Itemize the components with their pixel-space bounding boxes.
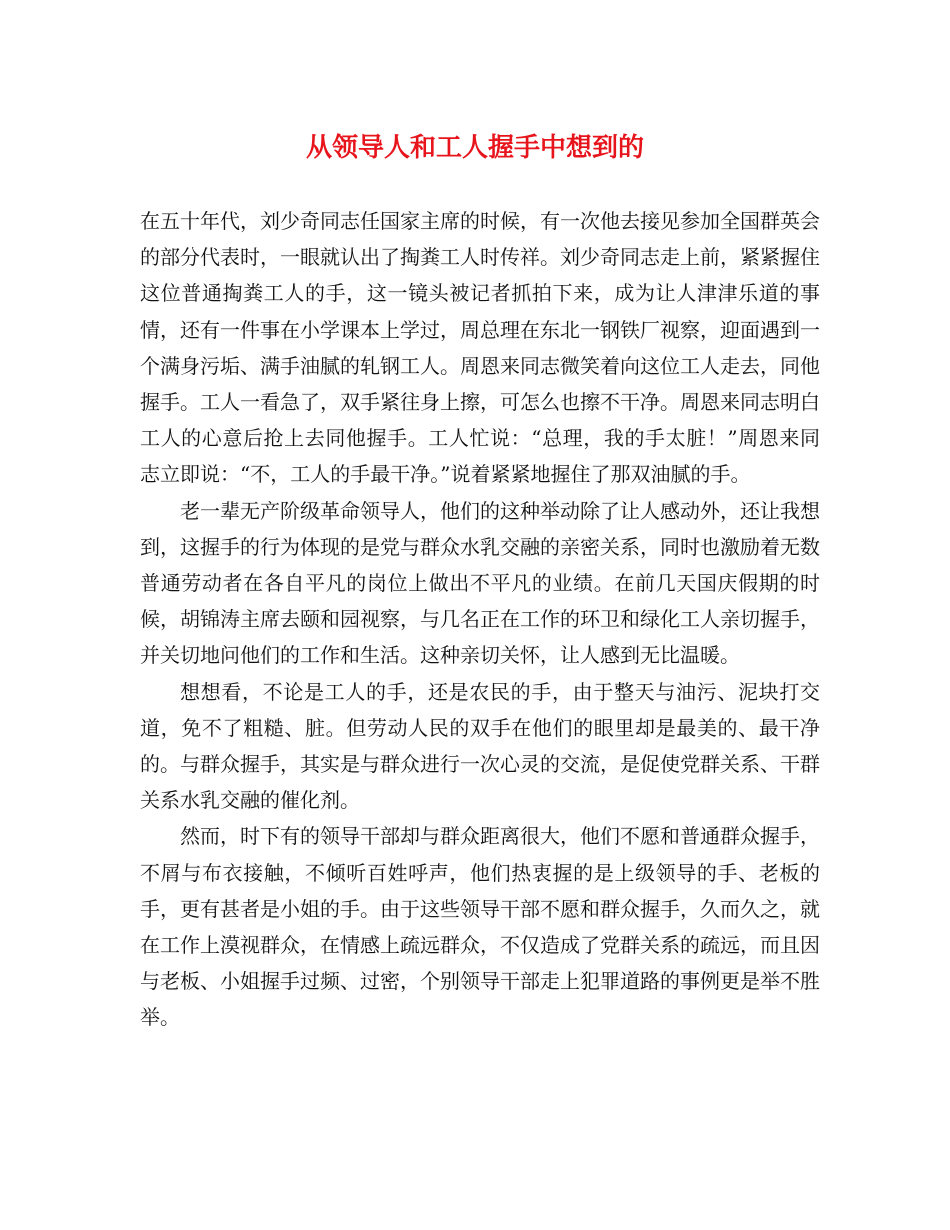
document-body: [140, 203, 820, 1036]
paragraph-3: 想想看，不论是工人的手，还是农民的手，由于整天与油污、泥块打交道，免不了粗糙、脏。但劳动人民的双手在他们的眼里却是最美的、最干净的。与群众握手，其实是与群众进行一次心灵的交流，是促使党群关系、干群关系水乳交融的催化剂。: [140, 679, 820, 813]
paragraph-4: 然而，时下有的领导干部却与群众距离很大，他们不愿和普通群众握手，不屑与布衣接触，不倾听百姓呼声，他们热衷握的是上级领导的手、老板的手，更有甚者是小姐的手。由于这些领导干部不愿和群众握手，久而久之，就在工作上漠视群众，在情感上疏远群众，不仅造成了党群关系的疏远，而且因与老板、小姐握手过频、过密，个别领导干部走上犯罪道路的事例更是举不胜举。: [140, 824, 820, 1030]
document-title: 从领导人和工人握手中想到的: [305, 133, 644, 163]
paragraph-2: 老一辈无产阶级革命领导人，他们的这种举动除了让人感动外，还让我想到，这握手的行为体现的是党与群众水乳交融的亲密关系，同时也激励着无数普通劳动者在各自平凡的岗位上做出不平凡的业绩。在前几天国庆假期的时候，胡锦涛主席去颐和园视察，与几名正在工作的环卫和绿化工人亲切握手，并关切地问他们的工作和生活。这种亲切关怀，让人感到无比温暖。: [140, 498, 820, 668]
paragraph-1: 在五十年代，刘少奇同志任国家主席的时候，有一次他去接见参加全国群英会的部分代表时，一眼就认出了掏粪工人时传祥。刘少奇同志走上前，紧紧握住这位普通掏粪工人的手，这一镜头被记者抓拍下来，成为让人津津乐道的事情，还有一件事在小学课本上学过，周总理在东北一钢铁厂视察，迎面遇到一个满身污垢、满手油腻的轧钢工人。周恩来同志微笑着向这位工人走去，同他握手。工人一看急了，双手紧往身上擦，可怎么也擦不干净。周恩来同志明白工人的心意后抢上去同他握手。工人忙说：“总理，我的手太脏！”周恩来同志立即说：“不，工人的手最干净。”说着紧紧地握住了那双油腻的手。: [140, 209, 820, 487]
